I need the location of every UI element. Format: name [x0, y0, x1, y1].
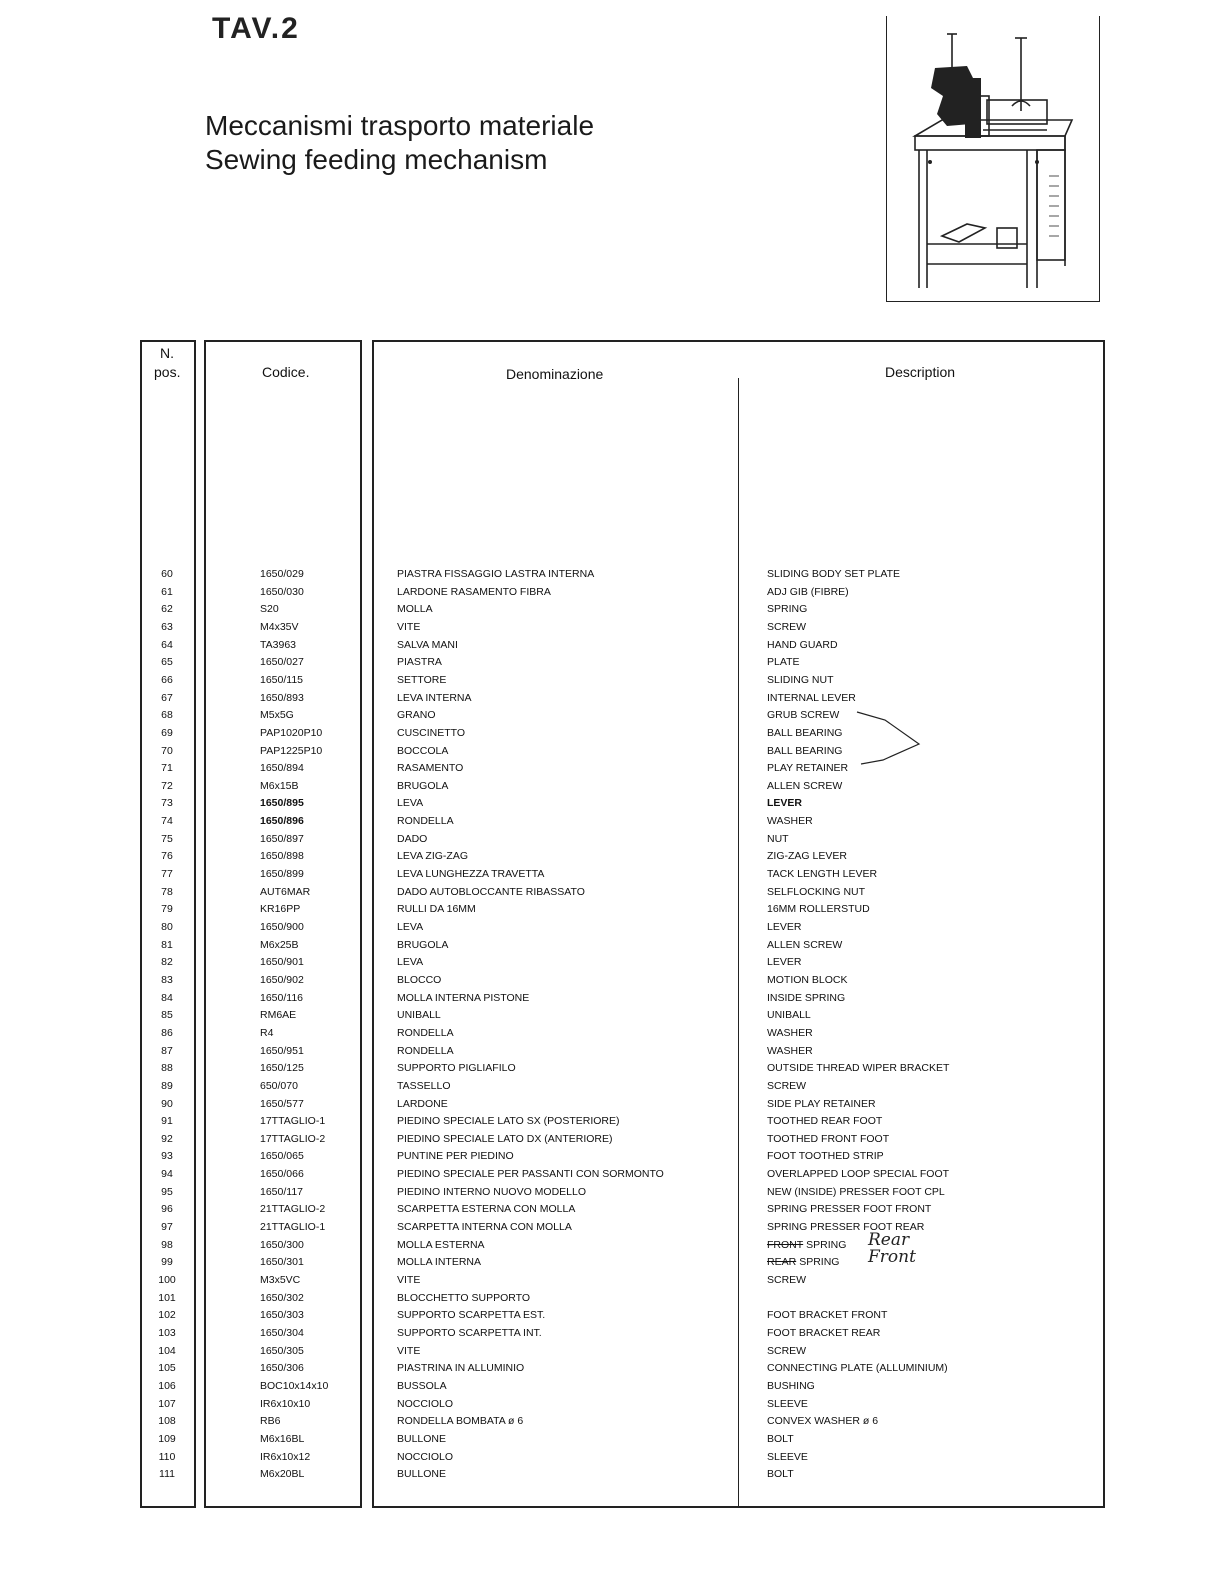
part-code: 1650/027	[260, 656, 304, 669]
part-code: 1650/577	[260, 1097, 304, 1110]
part-code: M6x16BL	[260, 1432, 305, 1445]
table-row	[0, 833, 1213, 851]
english-description: PLATE	[767, 656, 800, 669]
english-description: LEVER	[767, 797, 803, 810]
english-description: WASHER	[767, 815, 813, 828]
italian-denomination: BRUGOLA	[397, 779, 449, 792]
position-number: 105	[158, 1362, 176, 1375]
italian-denomination: TASSELLO	[397, 1079, 451, 1092]
part-code: 1650/029	[260, 568, 304, 580]
italian-denomination: GRANO	[397, 709, 436, 722]
italian-denomination: SUPPORTO SCARPETTA EST.	[397, 1309, 546, 1322]
table-row	[0, 1398, 1213, 1416]
description-text: SPRING	[806, 1238, 847, 1251]
english-description: CONVEX WASHER ø 6	[767, 1415, 879, 1428]
position-number: 86	[161, 1026, 173, 1039]
position-number: 82	[161, 956, 173, 969]
struck-out-word: REAR	[767, 1256, 797, 1269]
table-row	[0, 1168, 1213, 1186]
english-description: GRUB SCREW	[767, 709, 840, 722]
italian-denomination: LARDONE	[397, 1097, 448, 1110]
italian-denomination: LEVA	[397, 797, 424, 810]
english-description: BOLT	[767, 1468, 794, 1481]
part-code: 1650/304	[260, 1326, 304, 1339]
position-number: 75	[161, 832, 173, 845]
part-code: M5x5G	[260, 709, 294, 722]
part-code: 1650/116	[260, 991, 304, 1004]
part-code: RM6AE	[260, 1009, 297, 1022]
italian-denomination: BOCCOLA	[397, 744, 449, 757]
part-code: 17TTAGLIO-1	[260, 1115, 326, 1128]
table-row	[0, 1451, 1213, 1469]
part-code: 21TTAGLIO-1	[260, 1221, 326, 1234]
english-description: SCREW	[767, 620, 807, 633]
part-code: 1650/306	[260, 1362, 304, 1375]
part-code: 1650/899	[260, 868, 304, 881]
italian-denomination: MOLLA INTERNA PISTONE	[397, 991, 530, 1004]
table-row	[0, 868, 1213, 886]
position-number: 94	[161, 1168, 173, 1181]
italian-denomination: PUNTINE PER PIEDINO	[397, 1150, 514, 1163]
italian-denomination: PIEDINO SPECIALE LATO DX (ANTERIORE)	[397, 1132, 613, 1145]
table-row	[0, 692, 1213, 710]
part-code: M6x25B	[260, 938, 299, 951]
part-code: S20	[260, 603, 279, 616]
english-description: 16MM ROLLERSTUD	[767, 903, 870, 916]
italian-denomination: SETTORE	[397, 673, 447, 686]
english-description: SLIDING BODY SET PLATE	[767, 568, 901, 580]
part-code: 1650/900	[260, 921, 304, 933]
position-number: 79	[161, 903, 173, 916]
italian-denomination: MOLLA INTERNA	[397, 1256, 482, 1269]
italian-denomination: VITE	[397, 1344, 421, 1357]
table-row	[0, 762, 1213, 780]
english-description: SLEEVE	[767, 1397, 808, 1410]
part-code: 1650/065	[260, 1150, 304, 1163]
table-row	[0, 815, 1213, 833]
table-row	[0, 886, 1213, 904]
part-code: IR6x10x10	[260, 1397, 311, 1410]
table-row	[0, 621, 1213, 639]
table-row	[0, 921, 1213, 939]
english-description: BUSHING	[767, 1379, 815, 1392]
english-description: PLAY RETAINER	[767, 762, 849, 775]
italian-denomination: DADO	[397, 832, 428, 845]
position-number: 71	[161, 762, 173, 775]
part-code: 1650/305	[260, 1344, 304, 1357]
english-description: WASHER	[767, 1026, 813, 1039]
italian-denomination: RONDELLA	[397, 815, 454, 828]
english-description: ALLEN SCREW	[767, 938, 843, 951]
italian-denomination: MOLLA	[397, 603, 433, 616]
handwritten-correction: Rear	[868, 1229, 910, 1250]
table-row	[0, 727, 1213, 745]
italian-denomination: SUPPORTO SCARPETTA INT.	[397, 1326, 542, 1339]
position-number: 60	[161, 568, 173, 580]
italian-denomination: PIEDINO SPECIALE LATO SX (POSTERIORE)	[397, 1115, 620, 1128]
italian-denomination: PIEDINO SPECIALE PER PASSANTI CON SORMONTO	[397, 1168, 664, 1181]
position-number: 107	[158, 1397, 176, 1410]
header-number: N.	[160, 345, 174, 361]
italian-denomination: BULLONE	[397, 1468, 447, 1481]
italian-denomination: LEVA	[397, 956, 424, 969]
table-row	[0, 992, 1213, 1010]
position-number: 74	[161, 815, 173, 828]
english-description: SLEEVE	[767, 1450, 808, 1463]
part-code: KR16PP	[260, 903, 301, 916]
part-code: 1650/300	[260, 1238, 304, 1251]
table-row	[0, 1247, 1213, 1274]
italian-denomination: VITE	[397, 1274, 421, 1286]
part-code: PAP1225P10	[260, 744, 323, 757]
italian-denomination: NOCCIOLO	[397, 1450, 454, 1463]
table-row	[0, 939, 1213, 957]
position-number: 68	[161, 709, 173, 722]
part-code: BOC10x14x10	[260, 1379, 329, 1392]
position-number: 106	[158, 1379, 176, 1392]
italian-denomination: SALVA MANI	[397, 638, 458, 651]
table-row	[0, 797, 1213, 815]
table-row	[0, 1186, 1213, 1204]
position-number: 88	[161, 1062, 173, 1075]
position-number: 96	[161, 1203, 173, 1216]
table-row	[0, 1433, 1213, 1451]
header-description: Description	[885, 364, 956, 380]
struck-out-word: FRONT	[767, 1238, 804, 1251]
table-row	[0, 780, 1213, 798]
position-number: 101	[158, 1291, 176, 1304]
position-number: 70	[161, 744, 173, 757]
italian-denomination: SUPPORTO PIGLIAFILO	[397, 1062, 516, 1075]
part-code: 1650/896	[260, 815, 304, 828]
english-description: SPRING PRESSER FOOT REAR	[767, 1221, 925, 1234]
italian-denomination: BRUGOLA	[397, 938, 449, 951]
table-row	[0, 1027, 1213, 1045]
table-row	[0, 674, 1213, 692]
table-row	[0, 586, 1213, 604]
table-row	[0, 1415, 1213, 1433]
table-row	[0, 603, 1213, 621]
part-code: 1650/898	[260, 850, 304, 863]
table-row	[0, 1115, 1213, 1133]
italian-denomination: LEVA	[397, 921, 424, 933]
part-code: M3x5VC	[260, 1274, 301, 1286]
handwritten-correction: Front	[868, 1247, 916, 1268]
italian-denomination: PIASTRA	[397, 656, 442, 669]
italian-denomination: BLOCCO	[397, 973, 442, 986]
position-number: 110	[158, 1450, 176, 1463]
part-code: 1650/303	[260, 1309, 304, 1322]
position-number: 111	[159, 1468, 175, 1481]
english-description: ADJ GIB (FIBRE)	[767, 585, 849, 598]
english-description: ALLEN SCREW	[767, 779, 843, 792]
english-description: SCREW	[767, 1079, 807, 1092]
table-row	[0, 1309, 1213, 1327]
table-row	[0, 1345, 1213, 1363]
italian-denomination: NOCCIOLO	[397, 1397, 454, 1410]
italian-denomination: BUSSOLA	[397, 1379, 447, 1392]
english-description: SIDE PLAY RETAINER	[767, 1097, 876, 1110]
part-code: TA3963	[260, 638, 296, 651]
part-code: 1650/066	[260, 1168, 304, 1181]
part-code: M4x35V	[260, 620, 299, 633]
part-code: 1650/902	[260, 973, 304, 986]
position-number: 81	[161, 938, 173, 951]
italian-denomination: RONDELLA BOMBATA ø 6	[397, 1415, 524, 1428]
part-code: 1650/117	[260, 1185, 304, 1198]
title-english: Sewing feeding mechanism	[205, 144, 548, 175]
part-code: 21TTAGLIO-2	[260, 1203, 326, 1216]
position-number: 62	[161, 603, 173, 616]
table-row	[0, 1062, 1213, 1080]
table-row	[0, 1045, 1213, 1063]
part-code: 1650/894	[260, 762, 304, 775]
english-description: TACK LENGTH LEVER	[767, 868, 878, 881]
table-row	[0, 1327, 1213, 1345]
english-description: OUTSIDE THREAD WIPER BRACKET	[767, 1062, 950, 1075]
header-position: pos.	[154, 364, 181, 380]
english-description: FOOT BRACKET FRONT	[767, 1309, 888, 1322]
part-code: 650/070	[260, 1079, 298, 1092]
position-number: 63	[161, 620, 173, 633]
title-italian: Meccanismi trasporto materiale	[205, 110, 595, 141]
position-number: 100	[158, 1274, 176, 1286]
english-description: SLIDING NUT	[767, 673, 834, 686]
italian-denomination: LARDONE RASAMENTO FIBRA	[397, 585, 551, 598]
position-number: 77	[161, 868, 173, 881]
english-description: OVERLAPPED LOOP SPECIAL FOOT	[767, 1168, 950, 1181]
position-number: 65	[161, 656, 173, 669]
position-number: 97	[161, 1221, 173, 1234]
part-code: 1650/125	[260, 1062, 304, 1075]
italian-denomination: RULLI DA 16MM	[397, 903, 476, 916]
table-row	[0, 1274, 1213, 1292]
italian-denomination: LEVA ZIG-ZAG	[397, 850, 468, 863]
table-row	[0, 1362, 1213, 1380]
table-row	[0, 956, 1213, 974]
position-number: 99	[161, 1256, 173, 1269]
italian-denomination: LEVA INTERNA	[397, 691, 472, 704]
english-description: NEW (INSIDE) PRESSER FOOT CPL	[767, 1185, 945, 1198]
italian-denomination: CUSCINETTO	[397, 726, 466, 739]
table-row	[0, 1080, 1213, 1098]
italian-denomination: RONDELLA	[397, 1026, 454, 1039]
position-number: 66	[161, 673, 173, 686]
part-code: M6x15B	[260, 779, 299, 792]
part-code: PAP1020P10	[260, 726, 323, 739]
table-row	[0, 1468, 1213, 1486]
position-number: 72	[161, 779, 173, 792]
english-description: LEVER	[767, 921, 802, 933]
machine-illustration	[886, 16, 1100, 302]
table-row	[0, 1229, 1213, 1257]
table-row	[0, 1098, 1213, 1116]
italian-denomination: VITE	[397, 620, 421, 633]
part-code: 1650/895	[260, 797, 304, 810]
english-description: BALL BEARING	[767, 726, 843, 739]
english-description: HAND GUARD	[767, 638, 838, 651]
position-number: 78	[161, 885, 173, 898]
description-text: SPRING	[799, 1256, 840, 1269]
position-number: 92	[161, 1132, 173, 1145]
table-row	[0, 1133, 1213, 1151]
part-code: 1650/302	[260, 1291, 304, 1304]
table-row	[0, 568, 1213, 586]
italian-denomination: PIEDINO INTERNO NUOVO MODELLO	[397, 1185, 587, 1198]
position-number: 102	[158, 1309, 176, 1322]
position-number: 91	[161, 1115, 173, 1128]
italian-denomination: PIASTRA FISSAGGIO LASTRA INTERNA	[397, 568, 595, 580]
english-description: TOOTHED FRONT FOOT	[767, 1132, 890, 1145]
english-description	[767, 1239, 846, 1251]
part-code: 1650/301	[260, 1256, 304, 1269]
part-code: 1650/897	[260, 832, 304, 845]
position-number: 89	[161, 1079, 173, 1092]
english-description: WASHER	[767, 1044, 813, 1057]
italian-denomination: RONDELLA	[397, 1044, 454, 1057]
english-description: SCREW	[767, 1344, 807, 1357]
position-number: 108	[158, 1415, 176, 1428]
position-number: 98	[161, 1238, 173, 1251]
english-description: FOOT TOOTHED STRIP	[767, 1150, 884, 1163]
italian-denomination: DADO AUTOBLOCCANTE RIBASSATO	[397, 885, 585, 898]
english-description: INTERNAL LEVER	[767, 691, 856, 704]
italian-denomination: UNIBALL	[397, 1009, 441, 1022]
italian-denomination: SCARPETTA ESTERNA CON MOLLA	[397, 1203, 576, 1216]
position-number: 87	[161, 1044, 173, 1057]
position-number: 69	[161, 726, 173, 739]
part-code: R4	[260, 1026, 274, 1039]
english-description: BOLT	[767, 1432, 794, 1445]
italian-denomination: PIASTRINA IN ALLUMINIO	[397, 1362, 525, 1375]
position-number: 90	[161, 1097, 173, 1110]
table-row	[0, 1380, 1213, 1398]
english-description	[767, 1256, 839, 1268]
italian-denomination: SCARPETTA INTERNA CON MOLLA	[397, 1221, 572, 1234]
italian-denomination: BULLONE	[397, 1432, 447, 1445]
english-description: BALL BEARING	[767, 744, 843, 757]
table-row	[0, 639, 1213, 657]
table-row	[0, 1203, 1213, 1221]
part-code: 1650/951	[260, 1044, 304, 1057]
english-description: SPRING PRESSER FOOT FRONT	[767, 1203, 932, 1216]
table-row	[0, 709, 1213, 727]
table-row	[0, 850, 1213, 868]
part-code: 1650/893	[260, 691, 304, 704]
table-row	[0, 903, 1213, 921]
english-description: INSIDE SPRING	[767, 991, 846, 1004]
table-row	[0, 974, 1213, 992]
table-row	[0, 1292, 1213, 1310]
english-description: UNIBALL	[767, 1009, 811, 1022]
page-table-number: TAV.2	[212, 12, 300, 45]
position-number: 104	[158, 1344, 176, 1357]
position-number: 84	[161, 991, 173, 1004]
position-number: 83	[161, 973, 173, 986]
position-number: 103	[158, 1326, 176, 1339]
part-code: AUT6MAR	[260, 885, 311, 898]
part-code: RB6	[260, 1415, 281, 1428]
english-description: SPRING	[767, 603, 808, 616]
english-description: SCREW	[767, 1274, 807, 1286]
header-denomination: Denominazione	[506, 366, 604, 382]
position-number: 67	[161, 691, 173, 704]
position-number: 109	[158, 1432, 176, 1445]
sewing-machine-drawing	[887, 16, 1101, 302]
italian-denomination: BLOCCHETTO SUPPORTO	[397, 1291, 531, 1304]
italian-denomination: RASAMENTO	[397, 762, 464, 775]
position-number: 76	[161, 850, 173, 863]
part-code: 17TTAGLIO-2	[260, 1132, 326, 1145]
position-number: 80	[161, 921, 173, 933]
english-description: MOTION BLOCK	[767, 973, 848, 986]
position-number: 73	[161, 797, 173, 810]
position-number: 64	[161, 638, 173, 651]
position-number: 93	[161, 1150, 173, 1163]
italian-denomination: MOLLA ESTERNA	[397, 1238, 485, 1251]
handwritten-arrow	[855, 710, 935, 780]
position-number: 95	[161, 1185, 173, 1198]
english-description: TOOTHED REAR FOOT	[767, 1115, 883, 1128]
part-code: IR6x10x12	[260, 1450, 311, 1463]
part-code: 1650/115	[260, 673, 304, 686]
table-row	[0, 656, 1213, 674]
part-code: 1650/901	[260, 956, 304, 969]
table-row	[0, 745, 1213, 763]
part-code: M6x20BL	[260, 1468, 305, 1481]
table-row	[0, 1150, 1213, 1168]
part-code: 1650/030	[260, 585, 304, 598]
header-code: Codice.	[262, 364, 310, 380]
english-description: NUT	[767, 832, 789, 845]
italian-denomination: LEVA LUNGHEZZA TRAVETTA	[397, 868, 545, 881]
english-description: ZIG-ZAG LEVER	[767, 850, 847, 863]
position-number: 85	[161, 1009, 173, 1022]
english-description: SELFLOCKING NUT	[767, 885, 866, 898]
position-number: 61	[161, 585, 173, 598]
english-description: CONNECTING PLATE (ALLUMINIUM)	[767, 1362, 948, 1375]
table-row	[0, 1221, 1213, 1239]
table-row	[0, 1009, 1213, 1027]
english-description: LEVER	[767, 956, 802, 969]
english-description: FOOT BRACKET REAR	[767, 1326, 881, 1339]
